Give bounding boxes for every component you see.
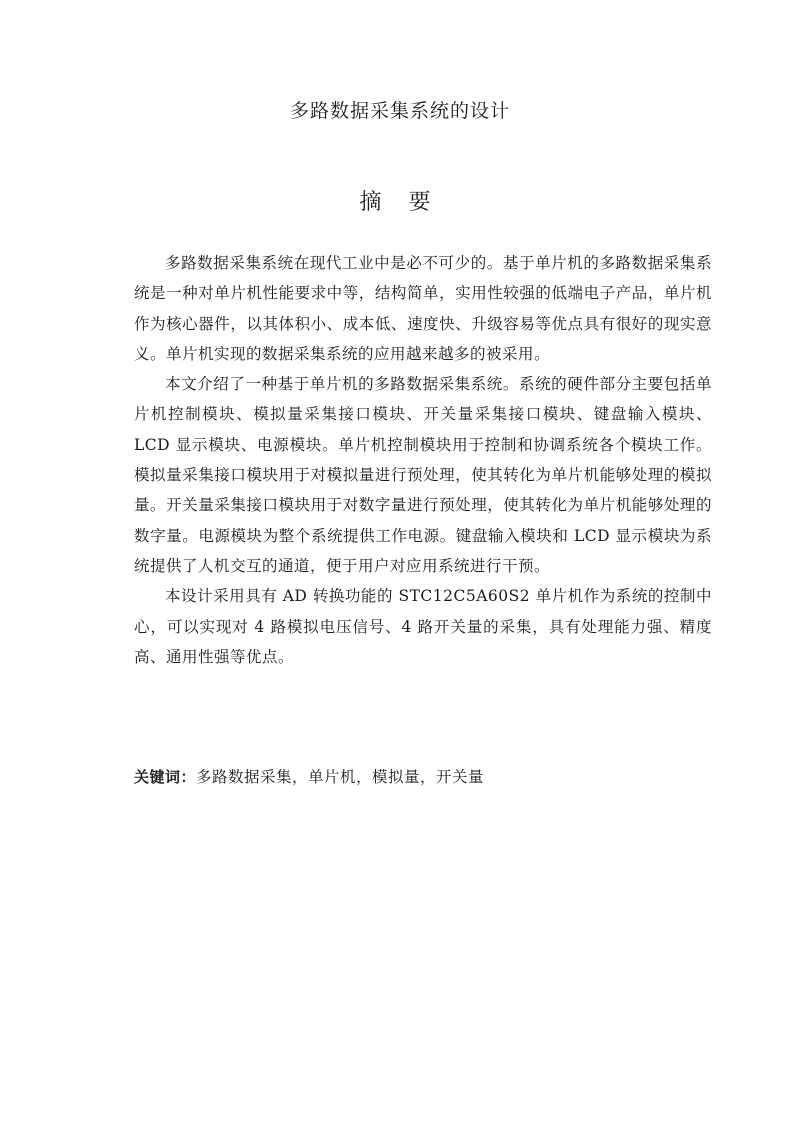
keywords-text: 多路数据采集，单片机，模拟量，开关量 [196,768,485,786]
abstract-paragraph-3: 本设计采用具有 AD 转换功能的 STC12C5A60S2 单片机作为系统的控制中心，可以实现对 4 路模拟电压信号、4 路开关量的采集，具有处理能力强、精度高、通用性强等优点。 [134,587,712,666]
document-title: 多路数据采集系统的设计 [289,100,510,122]
abstract-paragraph-2: 本文介绍了一种基于单片机的多路数据采集系统。系统的硬件部分主要包括单片机控制模块、模拟量采集接口模块、开关量采集接口模块、键盘输入模块、LCD 显示模块、电源模块。单片机控制模块用于控制和协调系统各个模块工作。模拟量采集接口模块用于对模拟量进行预处理，使其转化为单片机能够处理的模拟量。开关量采集接口模块用于对数字量进行预处理，使其转化为单片机能够处理的数字量。电源模块为整个系统提供工作电源。键盘输入模块和 LCD 显示模块为系统提供了人机交互的通道，便于用户对应用系统进行干预。 [134,375,712,575]
keywords-line [134,764,712,790]
abstract-body [134,248,712,672]
keywords-label: 关键词： [134,768,197,786]
abstract-heading: 摘 要 [359,190,441,215]
abstract-paragraph-1: 多路数据采集系统在现代工业中是必不可少的。基于单片机的多路数据采集系统是一种对单片机性能要求中等，结构简单，实用性较强的低端电子产品，单片机作为核心器件，以其体积小、成本低、速度快、升级容易等优点具有很好的现实意义。单片机实现的数据采集系统的应用越来越多的被采用。 [134,254,712,363]
